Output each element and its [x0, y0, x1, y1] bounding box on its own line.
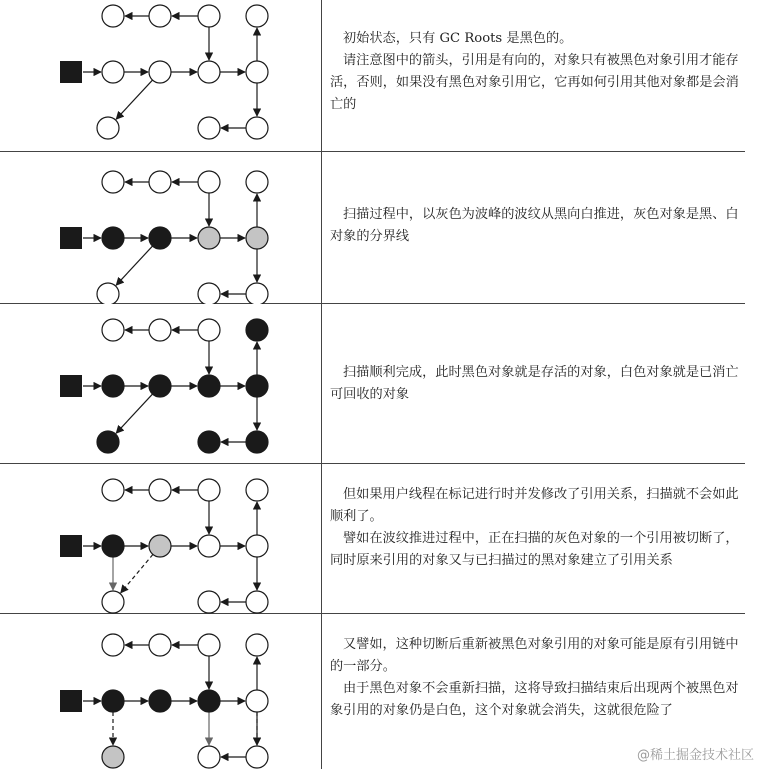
object-graph-diagram [0, 464, 322, 614]
object-node-white [198, 5, 220, 27]
description-cell [330, 484, 740, 572]
description-cell [330, 204, 740, 248]
reference-arrow [116, 246, 152, 285]
gc-root-square [60, 61, 82, 83]
object-node-white [198, 479, 220, 501]
object-node-black [246, 431, 268, 453]
object-node-black [198, 375, 220, 397]
reference-arrow [116, 80, 152, 119]
object-node-white [246, 479, 268, 501]
object-node-black [102, 227, 124, 249]
table-row-scanning [0, 152, 745, 304]
object-node-white [102, 5, 124, 27]
diagram-cell [0, 152, 322, 303]
gc-root-square [60, 227, 82, 249]
table-row-initial-state [0, 0, 745, 152]
watermark-text: @稀土掘金技术社区 [636, 748, 754, 763]
object-node-black [149, 375, 171, 397]
object-node-white [246, 535, 268, 557]
gc-root-square [60, 375, 82, 397]
diagram-cell [0, 304, 322, 463]
object-node-white [198, 591, 220, 613]
cut-reference-arrow [121, 554, 153, 592]
object-node-black [198, 690, 220, 712]
object-node-black [149, 690, 171, 712]
object-node-grey [149, 535, 171, 557]
object-node-white [102, 61, 124, 83]
object-node-white [102, 171, 124, 193]
object-node-white [246, 5, 268, 27]
object-node-black [102, 690, 124, 712]
object-node-white [246, 591, 268, 613]
object-node-white [246, 690, 268, 712]
description-paragraph: 初始状态，只有 GC Roots 是黑色的。 [343, 31, 573, 46]
object-node-white [149, 319, 171, 341]
object-node-white [198, 117, 220, 139]
object-graph-diagram [0, 614, 322, 769]
object-graph-diagram [0, 0, 322, 152]
object-node-white [246, 117, 268, 139]
object-node-black [246, 375, 268, 397]
object-node-black [246, 319, 268, 341]
object-node-white [198, 283, 220, 304]
object-node-white [102, 634, 124, 656]
object-node-black [149, 227, 171, 249]
object-node-white [246, 283, 268, 304]
object-node-white [198, 746, 220, 768]
object-node-white [102, 479, 124, 501]
object-node-black [102, 535, 124, 557]
object-node-grey [246, 227, 268, 249]
object-node-grey [198, 227, 220, 249]
description-cell [330, 28, 740, 116]
object-graph-diagram [0, 152, 322, 304]
object-node-white [198, 634, 220, 656]
description-paragraph: 又譬如，这种切断后重新被黑色对象引用的对象可能是原有引用链中的一部分。 [330, 637, 739, 674]
object-node-white [149, 479, 171, 501]
object-node-white [97, 283, 119, 304]
reference-arrow [116, 394, 152, 433]
object-node-white [149, 61, 171, 83]
object-node-white [102, 319, 124, 341]
diagram-cell [0, 614, 322, 769]
description-paragraph: 譬如在波纹推进过程中，正在扫描的灰色对象的一个引用被切断了，同时原来引用的对象又与已扫描过的黑对象建立了引用关系 [330, 531, 739, 568]
object-node-black [198, 431, 220, 453]
object-node-white [198, 61, 220, 83]
description-cell [330, 362, 740, 406]
description-paragraph: 扫描顺利完成，此时黑色对象就是存活的对象，白色对象就是已消亡可回收的对象 [330, 365, 739, 402]
table-row-concurrent-modification [0, 464, 745, 614]
description-paragraph: 请注意图中的箭头，引用是有向的，对象只有被黑色对象引用才能存活，否则，如果没有黑色对象引用它，它再如何引用其他对象都是会消亡的 [330, 53, 739, 112]
object-node-white [97, 117, 119, 139]
table-row-scan-complete [0, 304, 745, 464]
object-node-white [198, 535, 220, 557]
object-node-white [246, 746, 268, 768]
object-node-white [102, 591, 124, 613]
description-paragraph: 扫描过程中，以灰色为波峰的波纹从黑向白推进，灰色对象是黑、白对象的分界线 [330, 207, 739, 244]
description-cell [330, 634, 740, 722]
diagram-cell [0, 464, 322, 613]
object-node-white [198, 319, 220, 341]
object-node-white [246, 634, 268, 656]
object-node-white [149, 5, 171, 27]
description-paragraph: 但如果用户线程在标记进行时并发修改了引用关系，扫描就不会如此顺利了。 [330, 487, 739, 524]
object-node-white [149, 171, 171, 193]
object-node-white [149, 634, 171, 656]
object-graph-diagram [0, 304, 322, 464]
object-node-black [102, 375, 124, 397]
description-paragraph: 由于黑色对象不会重新扫描，这将导致扫描结束后出现两个被黑色对象引用的对象仍是白色，这个对象就会消失，这就很危险了 [330, 681, 739, 718]
object-node-black [97, 431, 119, 453]
object-node-white [246, 171, 268, 193]
object-node-grey [102, 746, 124, 768]
diagram-cell [0, 0, 322, 151]
gc-root-square [60, 690, 82, 712]
object-node-white [198, 171, 220, 193]
table-row-object-disappears [0, 614, 745, 769]
object-node-white [246, 61, 268, 83]
gc-root-square [60, 535, 82, 557]
